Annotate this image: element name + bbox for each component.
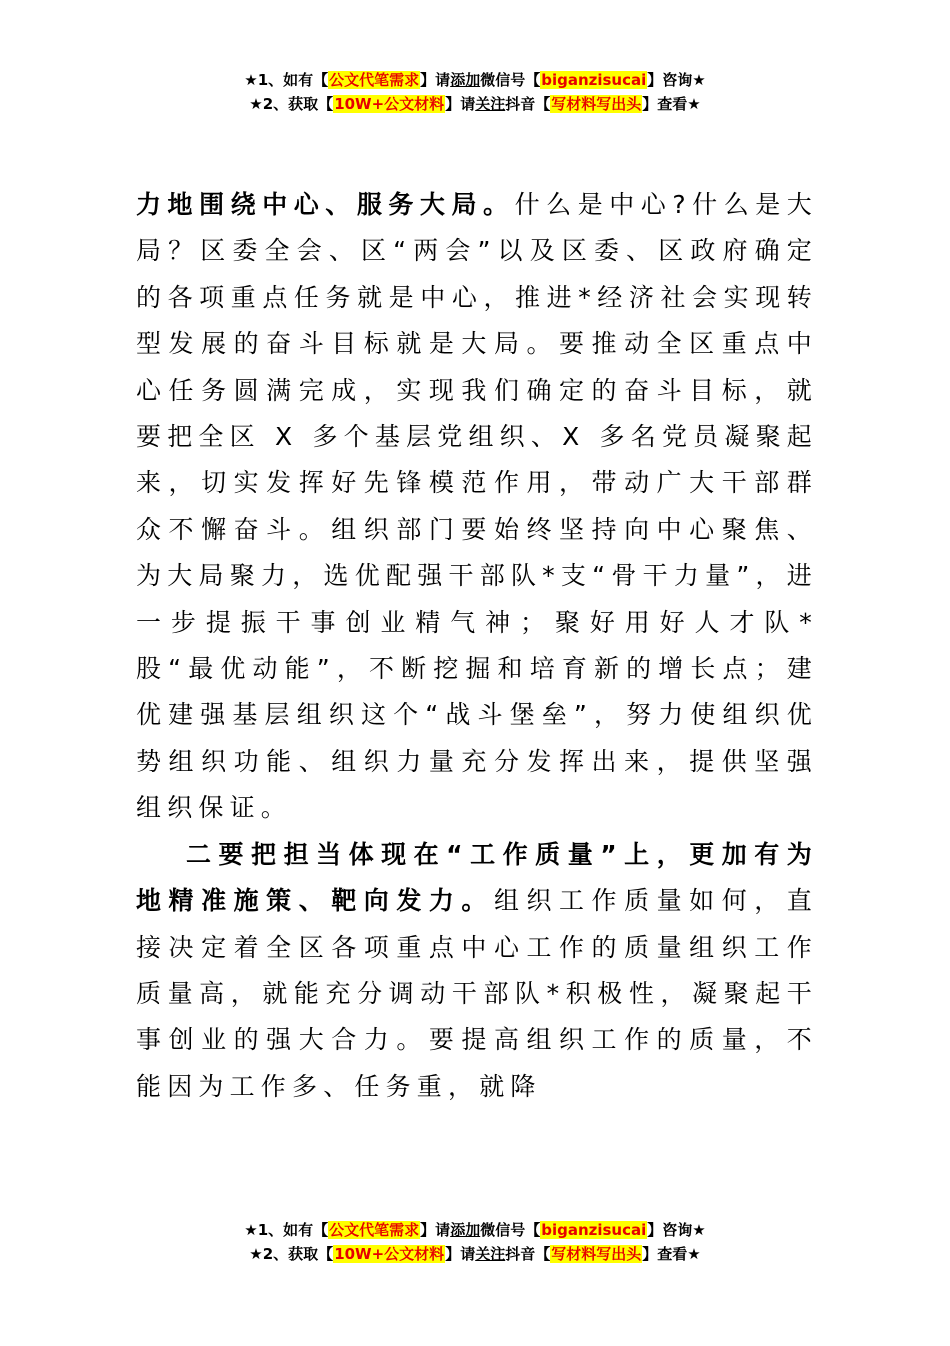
header-materials-highlight: 10W+公文材料 [334, 95, 445, 113]
header-banner [0, 68, 950, 116]
paragraph-1-bold-lead: 力地围绕中心、服务大局。 [136, 190, 515, 219]
header-service-highlight: 公文代笔需求 [329, 71, 420, 89]
footer-line-2-mid: 】请 [445, 1245, 476, 1263]
footer-line-1 [0, 1218, 950, 1242]
header-wechat-id: biganzisucai [541, 71, 647, 89]
footer-follow-underlined: 关注 [475, 1245, 506, 1263]
footer-line-1-mid: 】请 [420, 1221, 451, 1239]
footer-wechat-id: biganzisucai [541, 1221, 647, 1239]
header-line-1 [0, 68, 950, 92]
footer-line-2-mid2: 抖音【 [505, 1245, 551, 1263]
header-line-2 [0, 92, 950, 116]
header-line-1-mid: 】请 [420, 71, 451, 89]
header-follow-underlined: 关注 [475, 95, 506, 113]
paragraph-2 [136, 832, 818, 1110]
header-douyin-id: 写材料写出头 [551, 95, 642, 113]
header-line-1-mid2: 微信号【 [480, 71, 541, 89]
header-line-1-suffix: 】咨询★ [647, 71, 706, 89]
header-line-2-mid: 】请 [445, 95, 476, 113]
footer-service-highlight: 公文代笔需求 [329, 1221, 420, 1239]
paragraph-2-text: 组织工作质量如何，直接决定着全区各项重点中心工作的质量组织工作质量高，就能充分调动干部队*积极性，凝聚起干事创业的强大合力。要提高组织工作的质量，不能因为工作多、任务重，就降 [136, 886, 818, 1101]
footer-materials-highlight: 10W+公文材料 [334, 1245, 445, 1263]
footer-line-2-prefix: ★2、获取【 [249, 1245, 334, 1263]
document-body [136, 182, 818, 1110]
paragraph-1 [136, 182, 818, 832]
footer-line-1-prefix: ★1、如有【 [244, 1221, 329, 1239]
header-add-underlined: 添加 [450, 71, 481, 89]
header-line-2-mid2: 抖音【 [505, 95, 551, 113]
footer-line-1-mid2: 微信号【 [480, 1221, 541, 1239]
header-line-2-prefix: ★2、获取【 [249, 95, 334, 113]
header-line-2-suffix: 】查看★ [642, 95, 701, 113]
paragraph-1-text: 什么是中心?什么是大局？区委全会、区“两会”以及区委、区政府确定的各项重点任务就是中心，推进*经济社会实现转型发展的奋斗目标就是大局。要推动全区重点中心任务圆满完成，实现我们确定的奋斗目标，就要把全区 X 多个基层党组织、X 多名党员凝聚起来，切实发挥好先锋模范作用，带动广大干部群众不懈奋斗。组织部门要始终坚持向中心聚焦、为大局聚力，选优配强干部队*支“骨干力量”，进一步提振干事创业精气神；聚好用好人才队*股“最优动能”，不断挖掘和培育新的增长点；建优建强基层组织这个“战斗堡垒”，努力使组织优势组织功能、组织力量充分发挥出来，提供坚强组织保证。 [136, 190, 818, 823]
footer-line-2-suffix: 】查看★ [642, 1245, 701, 1263]
header-line-1-prefix: ★1、如有【 [244, 71, 329, 89]
footer-douyin-id: 写材料写出头 [551, 1245, 642, 1263]
paragraph-2-bold-lead: 二要把担当体现在“工作质量”上，更加有为地精准施策、靶向发力。 [136, 839, 818, 916]
footer-line-1-suffix: 】咨询★ [647, 1221, 706, 1239]
footer-banner [0, 1218, 950, 1266]
footer-add-underlined: 添加 [450, 1221, 481, 1239]
footer-line-2 [0, 1242, 950, 1266]
